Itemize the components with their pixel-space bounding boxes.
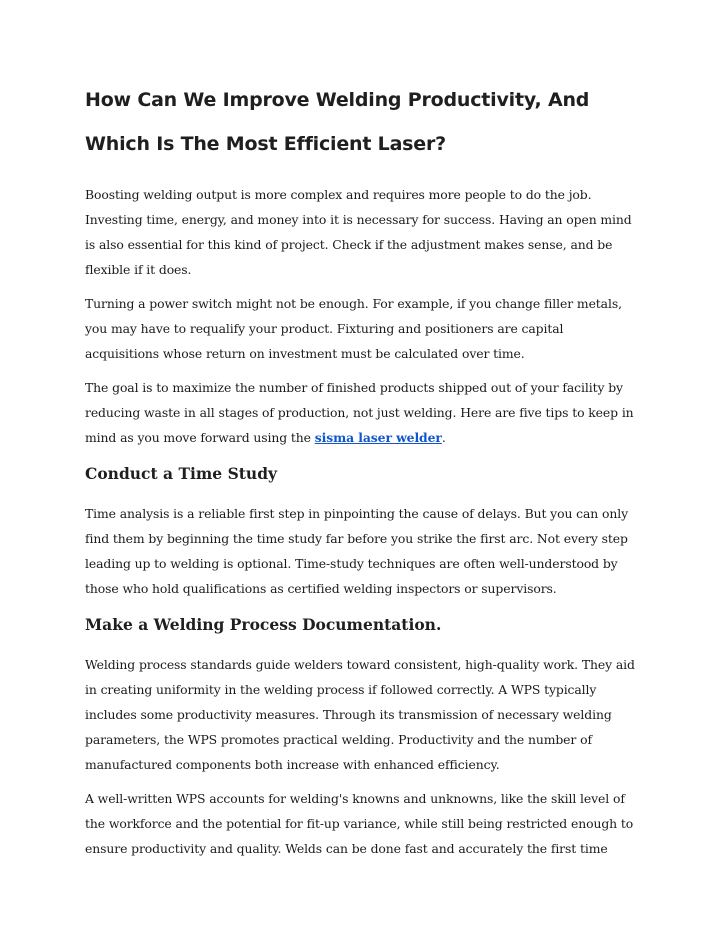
goal-text-end: . bbox=[441, 430, 446, 445]
goal-paragraph bbox=[85, 375, 640, 450]
section-heading-process-documentation: Make a Welding Process Documentation. bbox=[85, 615, 442, 634]
intro-paragraph: Turning a power switch might not be enough. For example, if you change filler metals, you may have to requalify your product. Fixturing and positioners are capital acquisitions whose return on investment must be calculated over time. bbox=[85, 296, 622, 361]
section-paragraph: A well-written WPS accounts for welding's knowns and unknowns, like the skill level of the workforce and the potential for fit-up variance, while still being restricted enough to ensure productivity and quality. Welds can be done fast and accurately the first time bbox=[85, 791, 634, 856]
sisma-laser-welder-link[interactable]: sisma laser welder bbox=[314, 430, 442, 445]
goal-text: The goal is to maximize the number of finished products shipped out of your facility by reducing waste in all stages of production, not just welding. Here are five tips to keep in mind as you move forward using the bbox=[85, 380, 634, 445]
document-page bbox=[85, 78, 640, 861]
section-heading-time-study: Conduct a Time Study bbox=[85, 464, 278, 483]
page-title: How Can We Improve Welding Productivity, And Which Is The Most Efficient Laser? bbox=[85, 89, 590, 155]
section-paragraph: Time analysis is a reliable first step in pinpointing the cause of delays. But you can only find them by beginning the time study far before you strike the first arc. Not every step leading up to welding is optional. Time-study techniques are often well-understood by those who hold qualifications as certified welding inspectors or supervisors. bbox=[85, 506, 629, 596]
section-paragraph: Welding process standards guide welders toward consistent, high-quality work. They aid in creating uniformity in the welding process if followed correctly. A WPS typically includes some productivity measures. Through its transmission of necessary welding parameters, the WPS promotes practical welding. Productivity and the number of manufactured components both increase with enhanced efficiency. bbox=[85, 657, 635, 772]
intro-paragraph: Boosting welding output is more complex and requires more people to do the job. Investing time, energy, and money into it is necessary for success. Having an open mind is also essential for this kind of project. Check if the adjustment makes sense, and be flexible if it does. bbox=[85, 187, 632, 277]
